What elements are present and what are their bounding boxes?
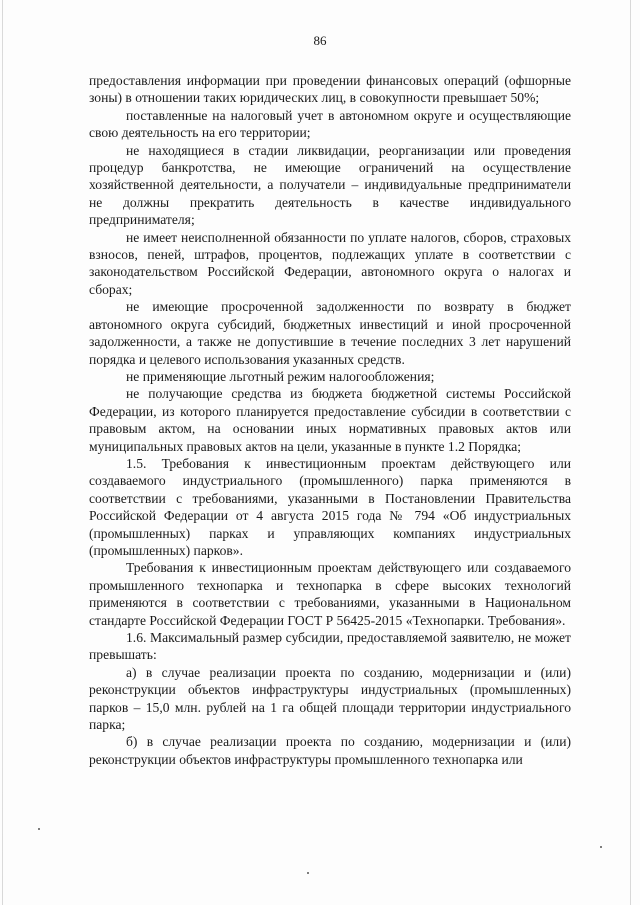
document-body: [89, 72, 571, 768]
paragraph: б) в случае реализации проекта по созданию, модернизации и (или) реконструкции объектов инфраструктуры промышленного технопарка или: [89, 734, 571, 767]
scan-edge-right: [630, 0, 631, 905]
paragraph: поставленные на налоговый учет в автономном округе и осуществляющие свою деятельность на его территории;: [89, 107, 571, 141]
page-number: 86: [313, 33, 327, 48]
paragraph: 1.5. Требования к инвестиционным проектам действующего или создаваемого индустриального (промышленного) парка применяются в соответствии с требованиями, указанными в Постановлении Правительства Российской Федерации от 4 августа 2015 года № 794 «Об индустриальных (промышленных) парках и управляющих компаниях индустриальных (промышленных) парков».: [89, 455, 571, 558]
scan-edge-left: [2, 0, 3, 905]
scan-speck: [38, 828, 40, 830]
paragraph: а) в случае реализации проекта по созданию, модернизации и (или) реконструкции объектов инфраструктуры индустриальных (промышленных) парков – 15,0 млн. рублей на 1 га общей площади территории индустриального парка;: [89, 664, 571, 733]
paragraph: 1.6. Максимальный размер субсидии, предоставляемой заявителю, не может превышать:: [89, 630, 571, 663]
scan-speck: [307, 872, 309, 874]
paragraph: не находящиеся в стадии ликвидации, реорганизации или проведения процедур банкротства, не имеющие ограничений на осуществление хозяйственной деятельности, а получатели – индивидуальные предприниматели не должны прекратить деятельность в качестве индивидуального предпринимателя;: [89, 142, 571, 228]
paragraph: не имеет неисполненной обязанности по уплате налогов, сборов, страховых взносов, пеней, штрафов, процентов, подлежащих уплате в соответствии с законодательством Российской Федерации, автономного округа о налогах и сборах;: [89, 229, 571, 297]
paragraph: Требования к инвестиционным проектам действующего или создаваемого промышленного технопарка и технопарка в сфере высоких технологий применяются в соответствии с требованиями, указанными в Национальном стандарте Российской Федерации ГОСТ Р 56425-2015 «Технопарки. Требования».: [89, 560, 571, 628]
paragraph: не получающие средства из бюджета бюджетной системы Российской Федерации, из которого планируется предоставление субсидии в соответствии с правовым актом, на основании иных нормативных правовых актов или муниципальных правовых актов на цели, указанные в пункте 1.2 Порядка;: [89, 386, 571, 454]
scan-speck: [600, 846, 602, 848]
paragraph: не имеющие просроченной задолженности по возврату в бюджет автономного округа субсидий, бюджетных инвестиций и иной просроченной задолженности, а также не допустившие в течение последних 3 лет нарушений порядка и целевого использования указанных средств.: [89, 299, 571, 367]
paragraph: предоставления информации при проведении финансовых операций (офшорные зоны) в отношении таких юридических лиц, в совокупности превышает 50%;: [89, 73, 571, 106]
paragraph: не применяющие льготный режим налогообложения;: [126, 368, 435, 384]
